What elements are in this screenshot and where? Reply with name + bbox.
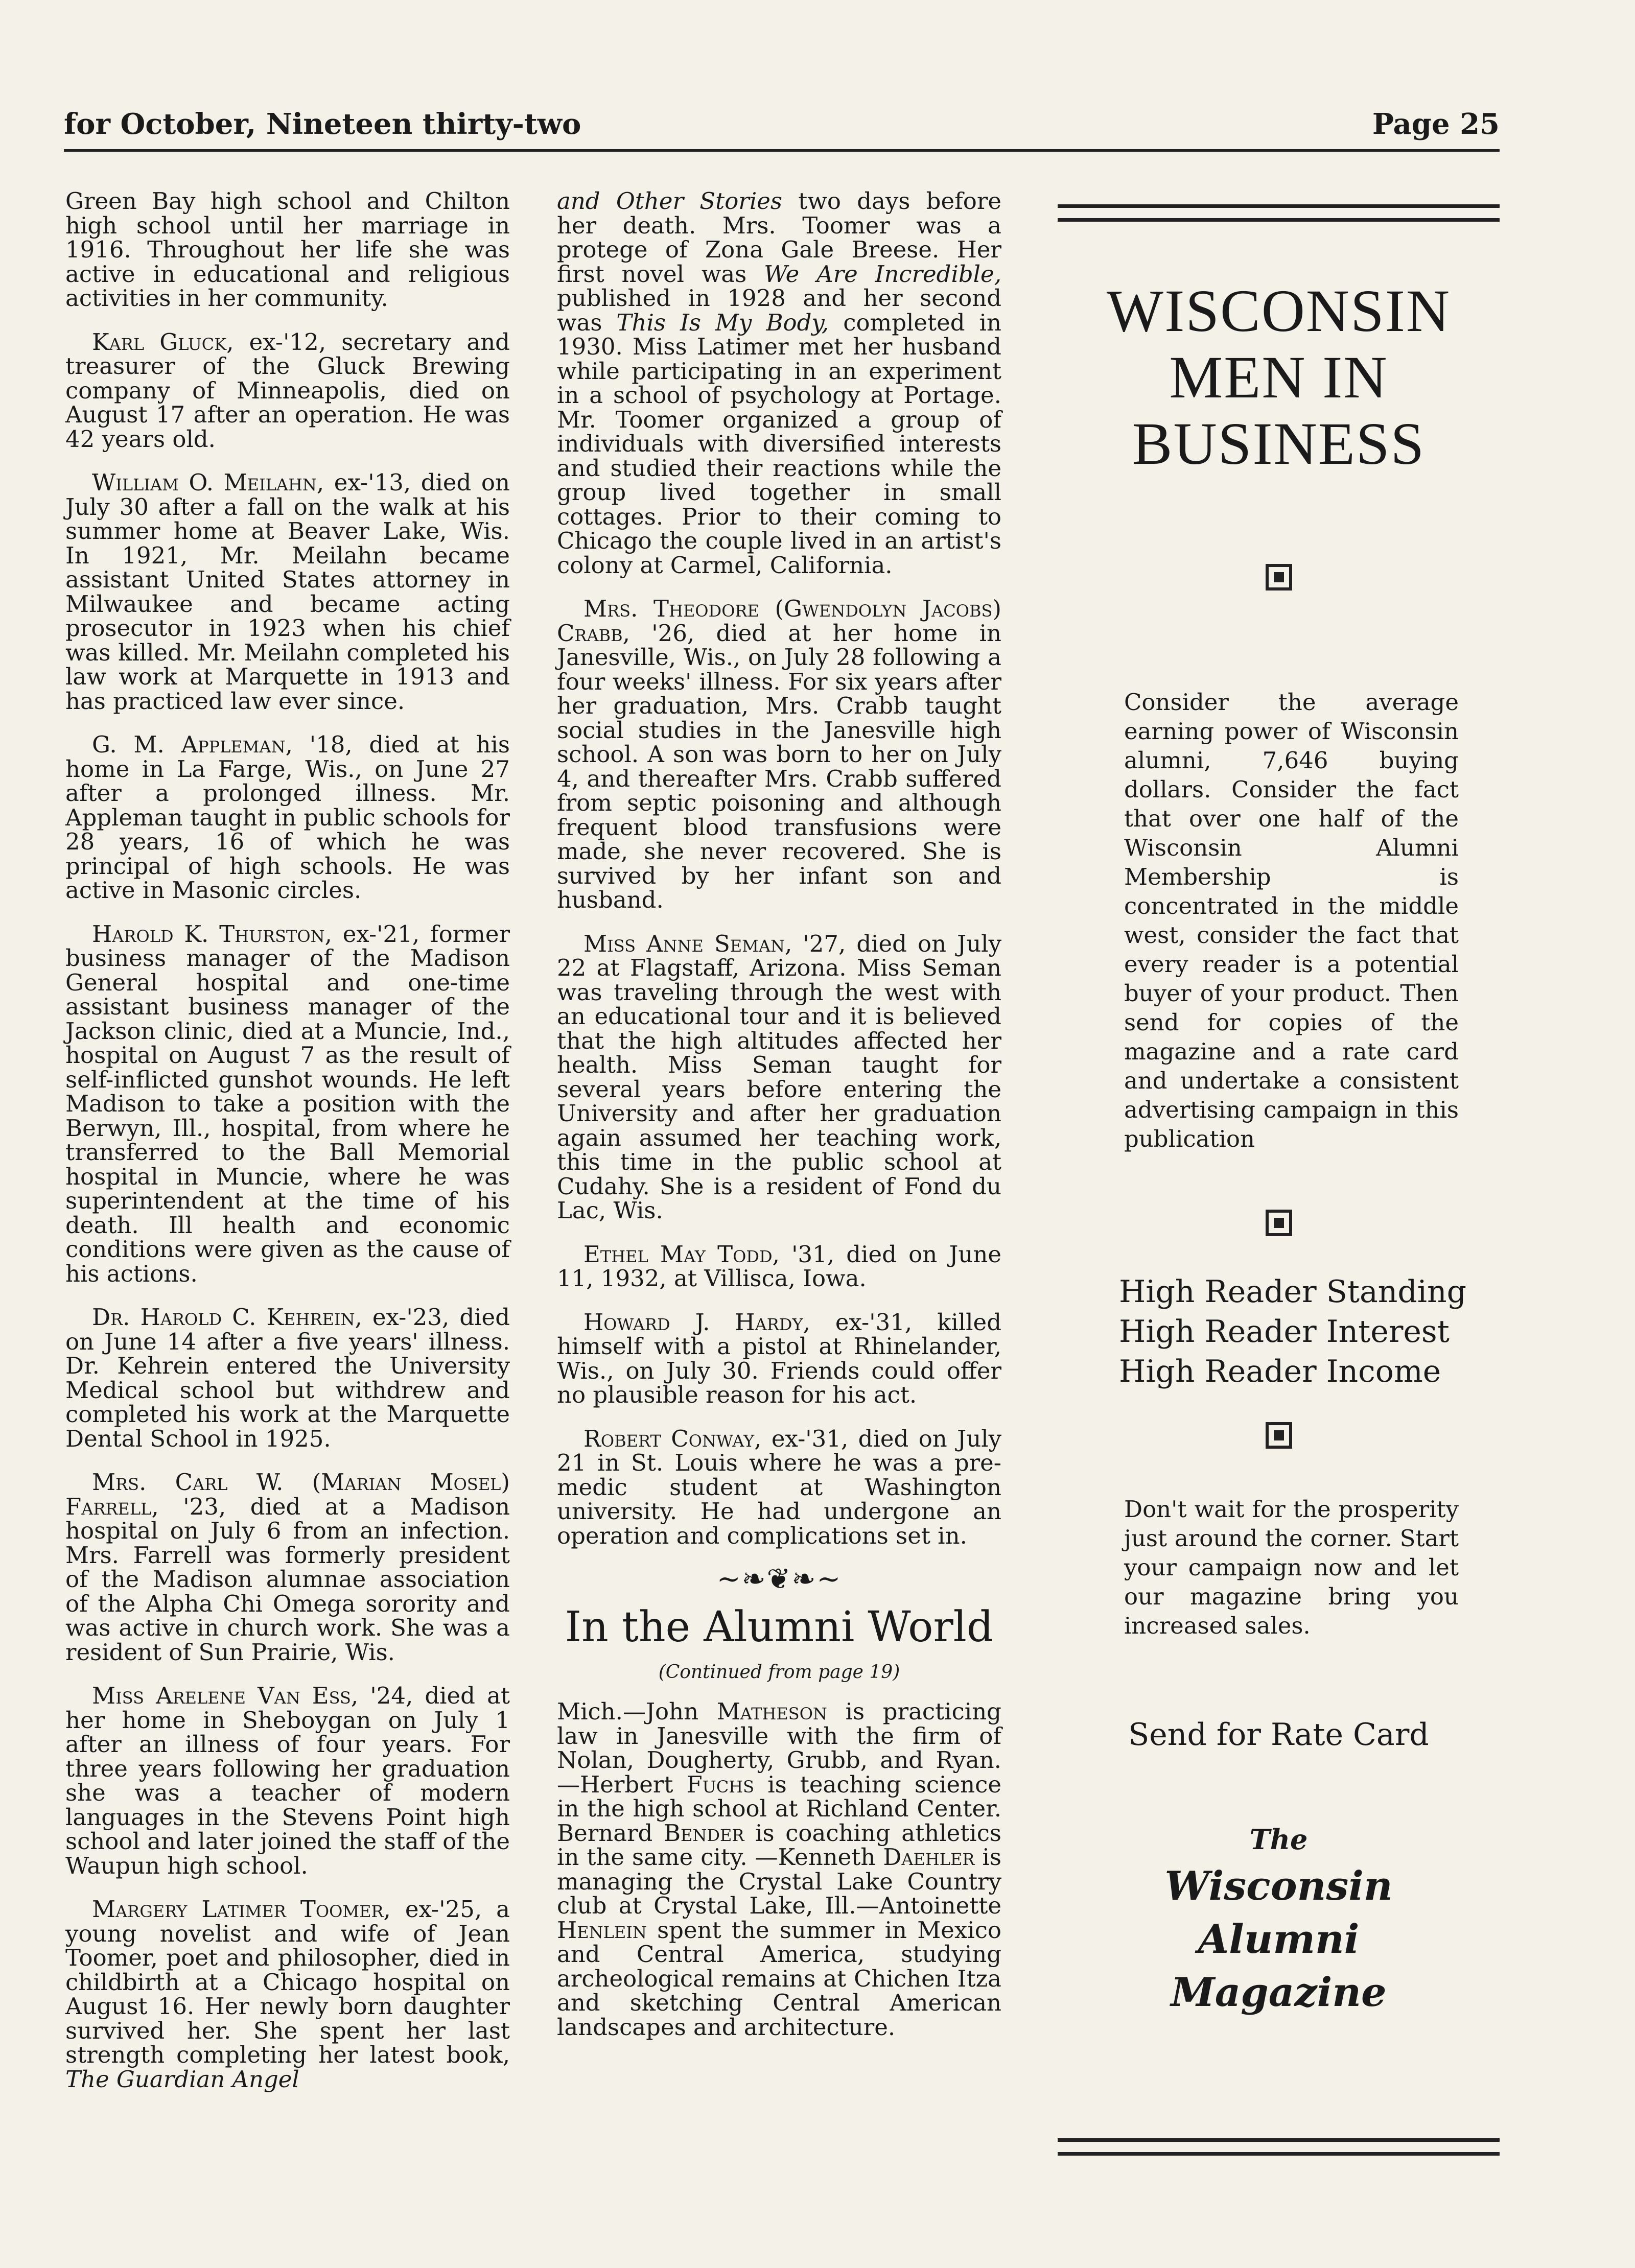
person-name: Karl Gluck,: [92, 328, 234, 356]
column-2: [557, 189, 1001, 2059]
obituary-paragraph: William O. Meilahn, ex-'13, died on July 30 after a fall on the walk at his summer home at Beaver Lake, Wis. In 1921, Mr. Meilahn became assistant United States attorney in Milwaukee and became acting prosecutor in 1923 when his chief was killed. Mr. Meilahn completed his law work at Marquette in 1913 and has practiced law ever since.: [65, 469, 510, 715]
book-title: and Other Stories: [557, 187, 782, 215]
square-bullet-icon: [1266, 564, 1292, 590]
person-name: Fuchs: [686, 1770, 755, 1798]
person-name: G. M. Appleman,: [92, 731, 293, 758]
book-title: The Guardian Angel: [65, 2065, 299, 2093]
person-name: Mrs. Theodore (Gwendolyn Jacobs) Crabb,: [557, 595, 1001, 647]
obituary-paragraph: Mrs. Theodore (Gwendolyn Jacobs) Crabb, '26, died at her home in Janesville, Wis., on July 28 following a four weeks' illness. For six years after her graduation, Mrs. Crabb taught social studies in the Janesville high school. A son was born to her on July 4, and thereafter Mrs. Crabb suffered from septic poisoning and although frequent blood transfusions were made, she never recovered. She is survived by her infant son and husband.: [557, 595, 1001, 913]
obituary-paragraph: Miss Arelene Van Ess, '24, died at her home in Sheboygan on July 1 after an illness of four years. For three years following her graduation she was a teacher of modern languages in the Stevens Point high school and later joined the staff of the Waupun high school.: [65, 1682, 510, 1879]
person-name: Bender: [663, 1819, 744, 1847]
person-name: Miss Anne Seman,: [583, 930, 792, 957]
obituary-paragraph: and Other Stories two days before her death. Mrs. Toomer was a protege of Zona Gale Breese. Her first novel was We Are Incredible, published in 1928 and her second was This Is My Body, completed in 1930. Miss Latimer met her husband while participating in an experiment in a school of psychology at Portage. Mr. Toomer organized a group of individuals with diversified interests and studied their reactions while the group lived together in small cottages. Prior to their coming to Chicago the couple lived in an artist's colony at Carmel, California.: [557, 187, 1002, 579]
obituary-paragraph: Harold K. Thurston, ex-'21, former business manager of the Madison General hospital and one-time assistant business manager of the Jackson clinic, died at a Muncie, Ind., hospital on August 7 as the result of self-inflicted gunshot wounds. He left Madison to take a position with the Berwyn, Ill., hospital, from where he transferred to the Ball Memorial hospital in Muncie, where he was superintendent at the time of his death. Ill health and economic conditions were given as the cause of his actions.: [65, 920, 510, 1287]
book-title: We Are Incredible,: [764, 260, 1001, 288]
advertisement-sidebar: [1058, 204, 1500, 2156]
obituary-paragraph: Howard J. Hardy, ex-'31, killed himself with a pistol at Rhinelander, Wis., on July 30. Friends could offer no plausible reason for his act.: [557, 1308, 1001, 1408]
ornament-divider: ~❧❦❧~: [716, 1563, 842, 1596]
bottom-double-rule: [1058, 2138, 1500, 2156]
page-number: Page 25: [1372, 107, 1500, 141]
obituary-paragraph: Robert Conway, ex-'31, died on July 21 in St. Louis where he was a pre-medic student at Washington university. He had undergone an operation and complications set in.: [557, 1425, 1002, 1549]
obituary-paragraph: Mrs. Carl W. (Marian Mosel) Farrell, '23, died at a Madison hospital on July 6 from an infection. Mrs. Farrell was formerly president of the Madison alumnae association of the Alpha Chi Omega sorority and was active in church work. She was a resident of Sun Prairie, Wis.: [65, 1469, 510, 1666]
person-name: Robert Conway,: [583, 1425, 762, 1452]
obituary-paragraph: G. M. Appleman, '18, died at his home in La Farge, Wis., on June 27 after a prolonged illness. Mr. Appleman taught in public schools for 28 years, 16 of which he was principal of high schools. He was active in Masonic circles.: [65, 731, 510, 904]
reader-qualities: High Reader Standing High Reader Interest High Reader Income: [1119, 1274, 1467, 1389]
person-name: Margery Latimer Toomer,: [92, 1896, 391, 1923]
continued-note: (Continued from page 19): [658, 1661, 900, 1683]
person-name: Howard J. Hardy,: [583, 1308, 810, 1336]
square-bullet-icon: [1266, 1210, 1292, 1236]
book-title: This Is My Body,: [616, 309, 829, 336]
person-name: Mrs. Carl W. (Marian Mosel) Farrell,: [65, 1469, 510, 1520]
obituary-paragraph: Dr. Harold C. Kehrein, ex-'23, died on June 14 after a five years' illness. Dr. Kehrein entered the University Medical school but withdrew and completed his work at the Marquette Dental School in 1925.: [65, 1304, 510, 1452]
obituary-paragraph: Karl Gluck, ex-'12, secretary and treasurer of the Gluck Brewing company of Minneapolis, died on August 17 after an operation. He was 42 years old.: [65, 328, 510, 453]
alumni-news-paragraph: Mich.—John Matheson is practicing law in Janesville with the firm of Nolan, Dougherty, Grubb, and Ryan.—Herbert Fuchs is teaching science in the high school at Richland Center. Bernard Bender is coaching athletics in the same city. —Kenneth Daehler is managing the Crystal Lake Country club at Crystal Lake, Ill.—Antoinette Henlein spent the summer in Mexico and Central America, studying archeological remains at Chichen Itza and sketching Central American landscapes and architecture.: [557, 1698, 1001, 2041]
obituary-paragraph: Green Bay high school and Chilton high school until her marriage in 1916. Throughout her life she was active in educational and religious activities in her community.: [65, 187, 510, 312]
top-double-rule: [1058, 204, 1500, 222]
ad-title: WISCONSIN MEN IN BUSINESS: [1106, 277, 1451, 477]
running-header: [64, 107, 1500, 152]
rate-card-line: Send for Rate Card: [1128, 1717, 1429, 1753]
person-name: Ethel May Todd,: [583, 1240, 780, 1268]
obituary-paragraph: Ethel May Todd, '31, died on June 11, 1932, at Villisca, Iowa.: [557, 1240, 1001, 1292]
person-name: Henlein: [557, 1916, 647, 1944]
section-title: In the Alumni World: [565, 1602, 994, 1651]
person-name: Daehler: [883, 1844, 975, 1871]
magazine-name: The Wisconsin Alumni Magazine: [1164, 1823, 1393, 2016]
person-name: Miss Arelene Van Ess,: [92, 1682, 359, 1709]
column-1: [65, 189, 510, 2111]
person-name: Dr. Harold C. Kehrein,: [92, 1304, 362, 1331]
ad-body-text: Consider the average earning power of Wisconsin alumni, 7,646 buying dollars. Consider the fact that over one half of the Wisconsin Alumni Membership is concentrated in the middle west, consider the fact that every reader is a potential buyer of your product. Then send for copies of the magazine and a rate card and undertake a consistent advertising campaign in this publication: [1124, 689, 1459, 1152]
person-name: Harold K. Thurston,: [92, 920, 332, 948]
obituary-paragraph: Margery Latimer Toomer, ex-'25, a young novelist and wife of Jean Toomer, poet and philosopher, died in childbirth at a Chicago hospital on August 16. Her newly born daughter survived her. She spent her last strength completing her latest book, The Guardian Angel: [65, 1896, 510, 2093]
obituary-paragraph: Miss Anne Seman, '27, died on July 22 at Flagstaff, Arizona. Miss Seman was traveling through the west with an educational tour and it is believed that the high altitudes affected her health. Miss Seman taught for several years before entering the University and after her graduation again assumed her teaching work, this time in the public school at Cudahy. She is a resident of Fond du Lac, Wis.: [557, 930, 1001, 1224]
ad-call-to-action: Don't wait for the prosperity just around the corner. Start your campaign now and let our magazine bring you increased sales.: [1124, 1496, 1459, 1639]
issue-date: for October, Nineteen thirty-two: [64, 107, 581, 141]
person-name: Matheson: [716, 1698, 827, 1725]
square-bullet-icon: [1266, 1422, 1292, 1449]
person-name: William O. Meilahn,: [92, 469, 324, 496]
